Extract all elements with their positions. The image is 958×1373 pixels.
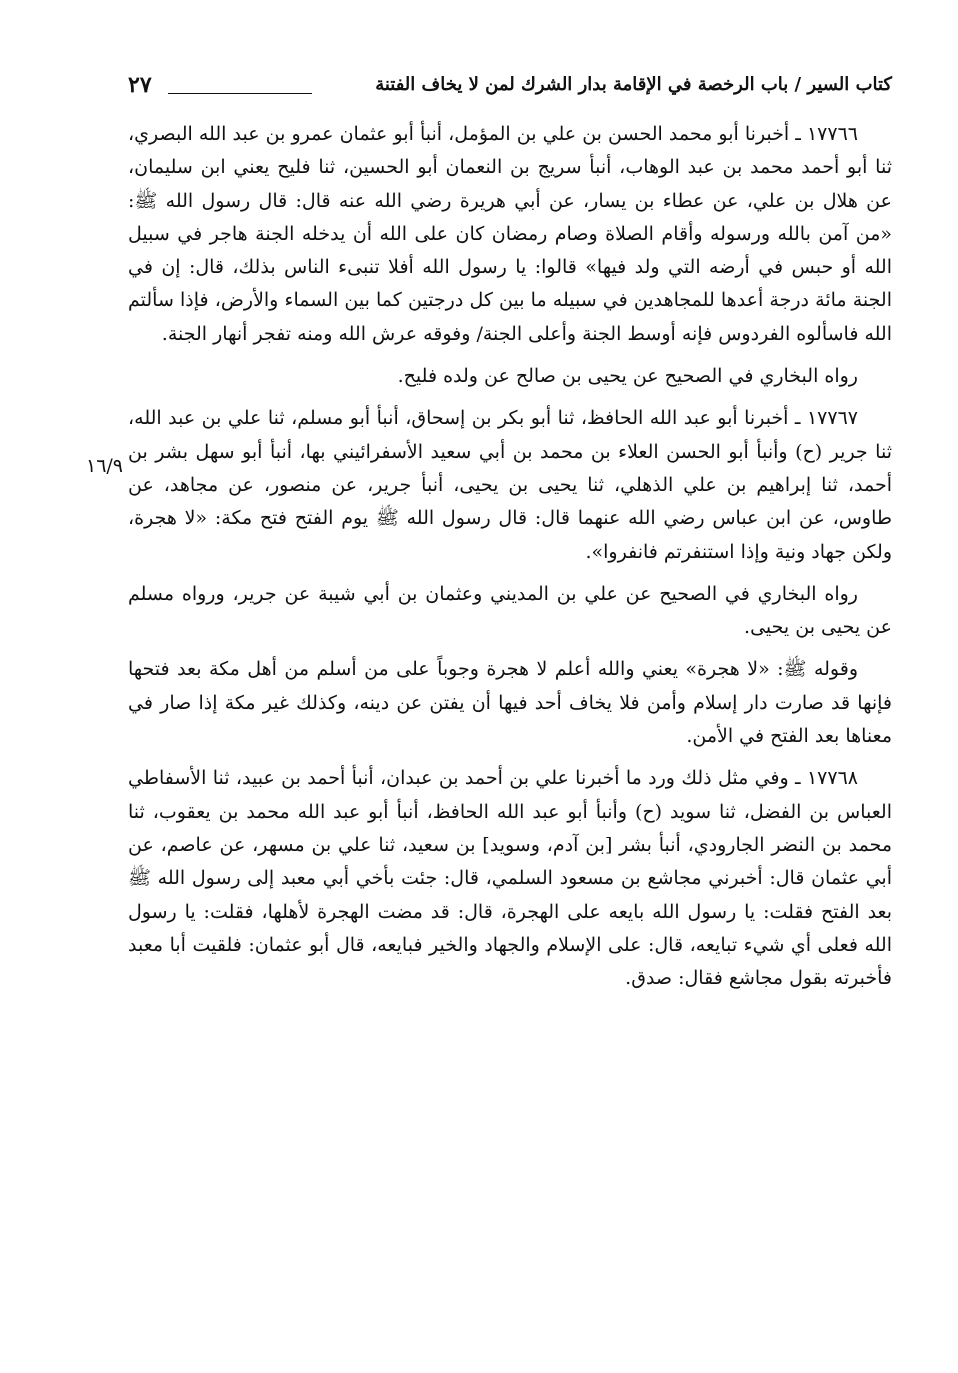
page-number: ٢٧ <box>128 72 152 98</box>
header-rule <box>168 93 312 94</box>
page-header <box>128 66 892 106</box>
hadith-17766: ١٧٧٦٦ ـ أخبرنا أبو محمد الحسن بن علي بن المؤمل، أنبأ أبو عثمان عمرو بن عبد الله البصري، ثنا أبو أحمد محمد بن عبد الوهاب، أنبأ سريج بن النعمان أبو الحسين، ثنا فليح يعني ابن سليمان، عن هلال بن علي، عن عطاء بن يسار، عن أبي هريرة رضي الله عنه قال: قال رسول الله ﷺ: «من آمن بالله ورسوله وأقام الصلاة وصام رمضان كان على الله أن يدخله الجنة هاجر في سبيل الله أو حبس في أرضه التي ولد فيها» قالوا: يا رسول الله أفلا تنبىء الناس بذلك، قال: إن في الجنة مائة درجة أعدها للمجاهدين في سبيله ما بين كل درجتين كما بين السماء والأرض، فإذا سألتم الله فاسألوه الفردوس فإنه أوسط الجنة وأعلى الجنة/ وفوقه عرش الله ومنه تفجر أنهار الجنة. <box>128 123 892 345</box>
running-title: كتاب السير / باب الرخصة في الإقامة بدار الشرك لمن لا يخاف الفتنة <box>375 74 892 95</box>
narration-note-1: رواه البخاري في الصحيح عن يحيى بن صالح عن ولده فليح. <box>397 365 858 388</box>
main-text <box>128 118 892 995</box>
narration-note-2: رواه البخاري في الصحيح عن علي بن المديني وعثمان بن أبي شيبة عن جرير، ورواه مسلم عن يحيى بن يحيى. <box>128 582 892 639</box>
hadith-17768: ١٧٧٦٨ ـ وفي مثل ذلك ورد ما أخبرنا علي بن أحمد بن عبدان، أنبأ أحمد بن عبيد، ثنا الأسفاطي العباس بن الفضل، ثنا سويد (ح) وأنبأ أبو عبد الله الحافظ، أنبأ أبو عبد الله محمد بن يعقوب، ثنا محمد بن النضر الجارودي، أنبأ بشر [بن آدم، وسويد] بن سعيد، ثنا علي بن مسهر، عن عاصم، عن أبي عثمان قال: أخبرني مجاشع بن مسعود السلمي، قال: جئت بأخي أبي معبد إلى رسول الله ﷺ بعد الفتح فقلت: يا رسول الله بايعه على الهجرة، قال: قد مضت الهجرة لأهلها، فقلت: يا رسول الله فعلى أي شيء تبايعه، قال: على الإسلام والجهاد والخير فبايعه، قال أبو عثمان: فلقيت أبا معبد فأخبرته بقول مجاشع فقال: صدق. <box>128 767 892 990</box>
hadith-17767: ١٧٧٦٧ ـ أخبرنا أبو عبد الله الحافظ، ثنا أبو بكر بن إسحاق، أنبأ أبو مسلم، ثنا علي بن عبد الله، ثنا جرير (ح) وأنبأ أبو الحسن العلاء بن محمد بن أبي سعيد الأسفرائيني بها، أنبأ أبو سهل بشر بن أحمد، ثنا إبراهيم بن علي الذهلي، ثنا يحيى بن يحيى، أنبأ جرير، عن منصور، عن مجاهد، عن طاوس، عن ابن عباس رضي الله عنهما قال: قال رسول الله ﷺ يوم الفتح فتح مكة: «لا هجرة، ولكن جهاد ونية وإذا استنفرتم فانفروا». <box>128 407 892 563</box>
margin-reference: ١٦/٩ <box>86 455 124 477</box>
commentary: وقوله ﷺ: «لا هجرة» يعني والله أعلم لا هجرة وجوباً على من أسلم من أهل مكة بعد فتحها فإنها قد صارت دار إسلام وأمن فلا يخاف أحد فيها أن يفتن عن دينه، وكذلك غير مكة إذا صار في معناها بعد الفتح في الأمن. <box>128 658 892 748</box>
